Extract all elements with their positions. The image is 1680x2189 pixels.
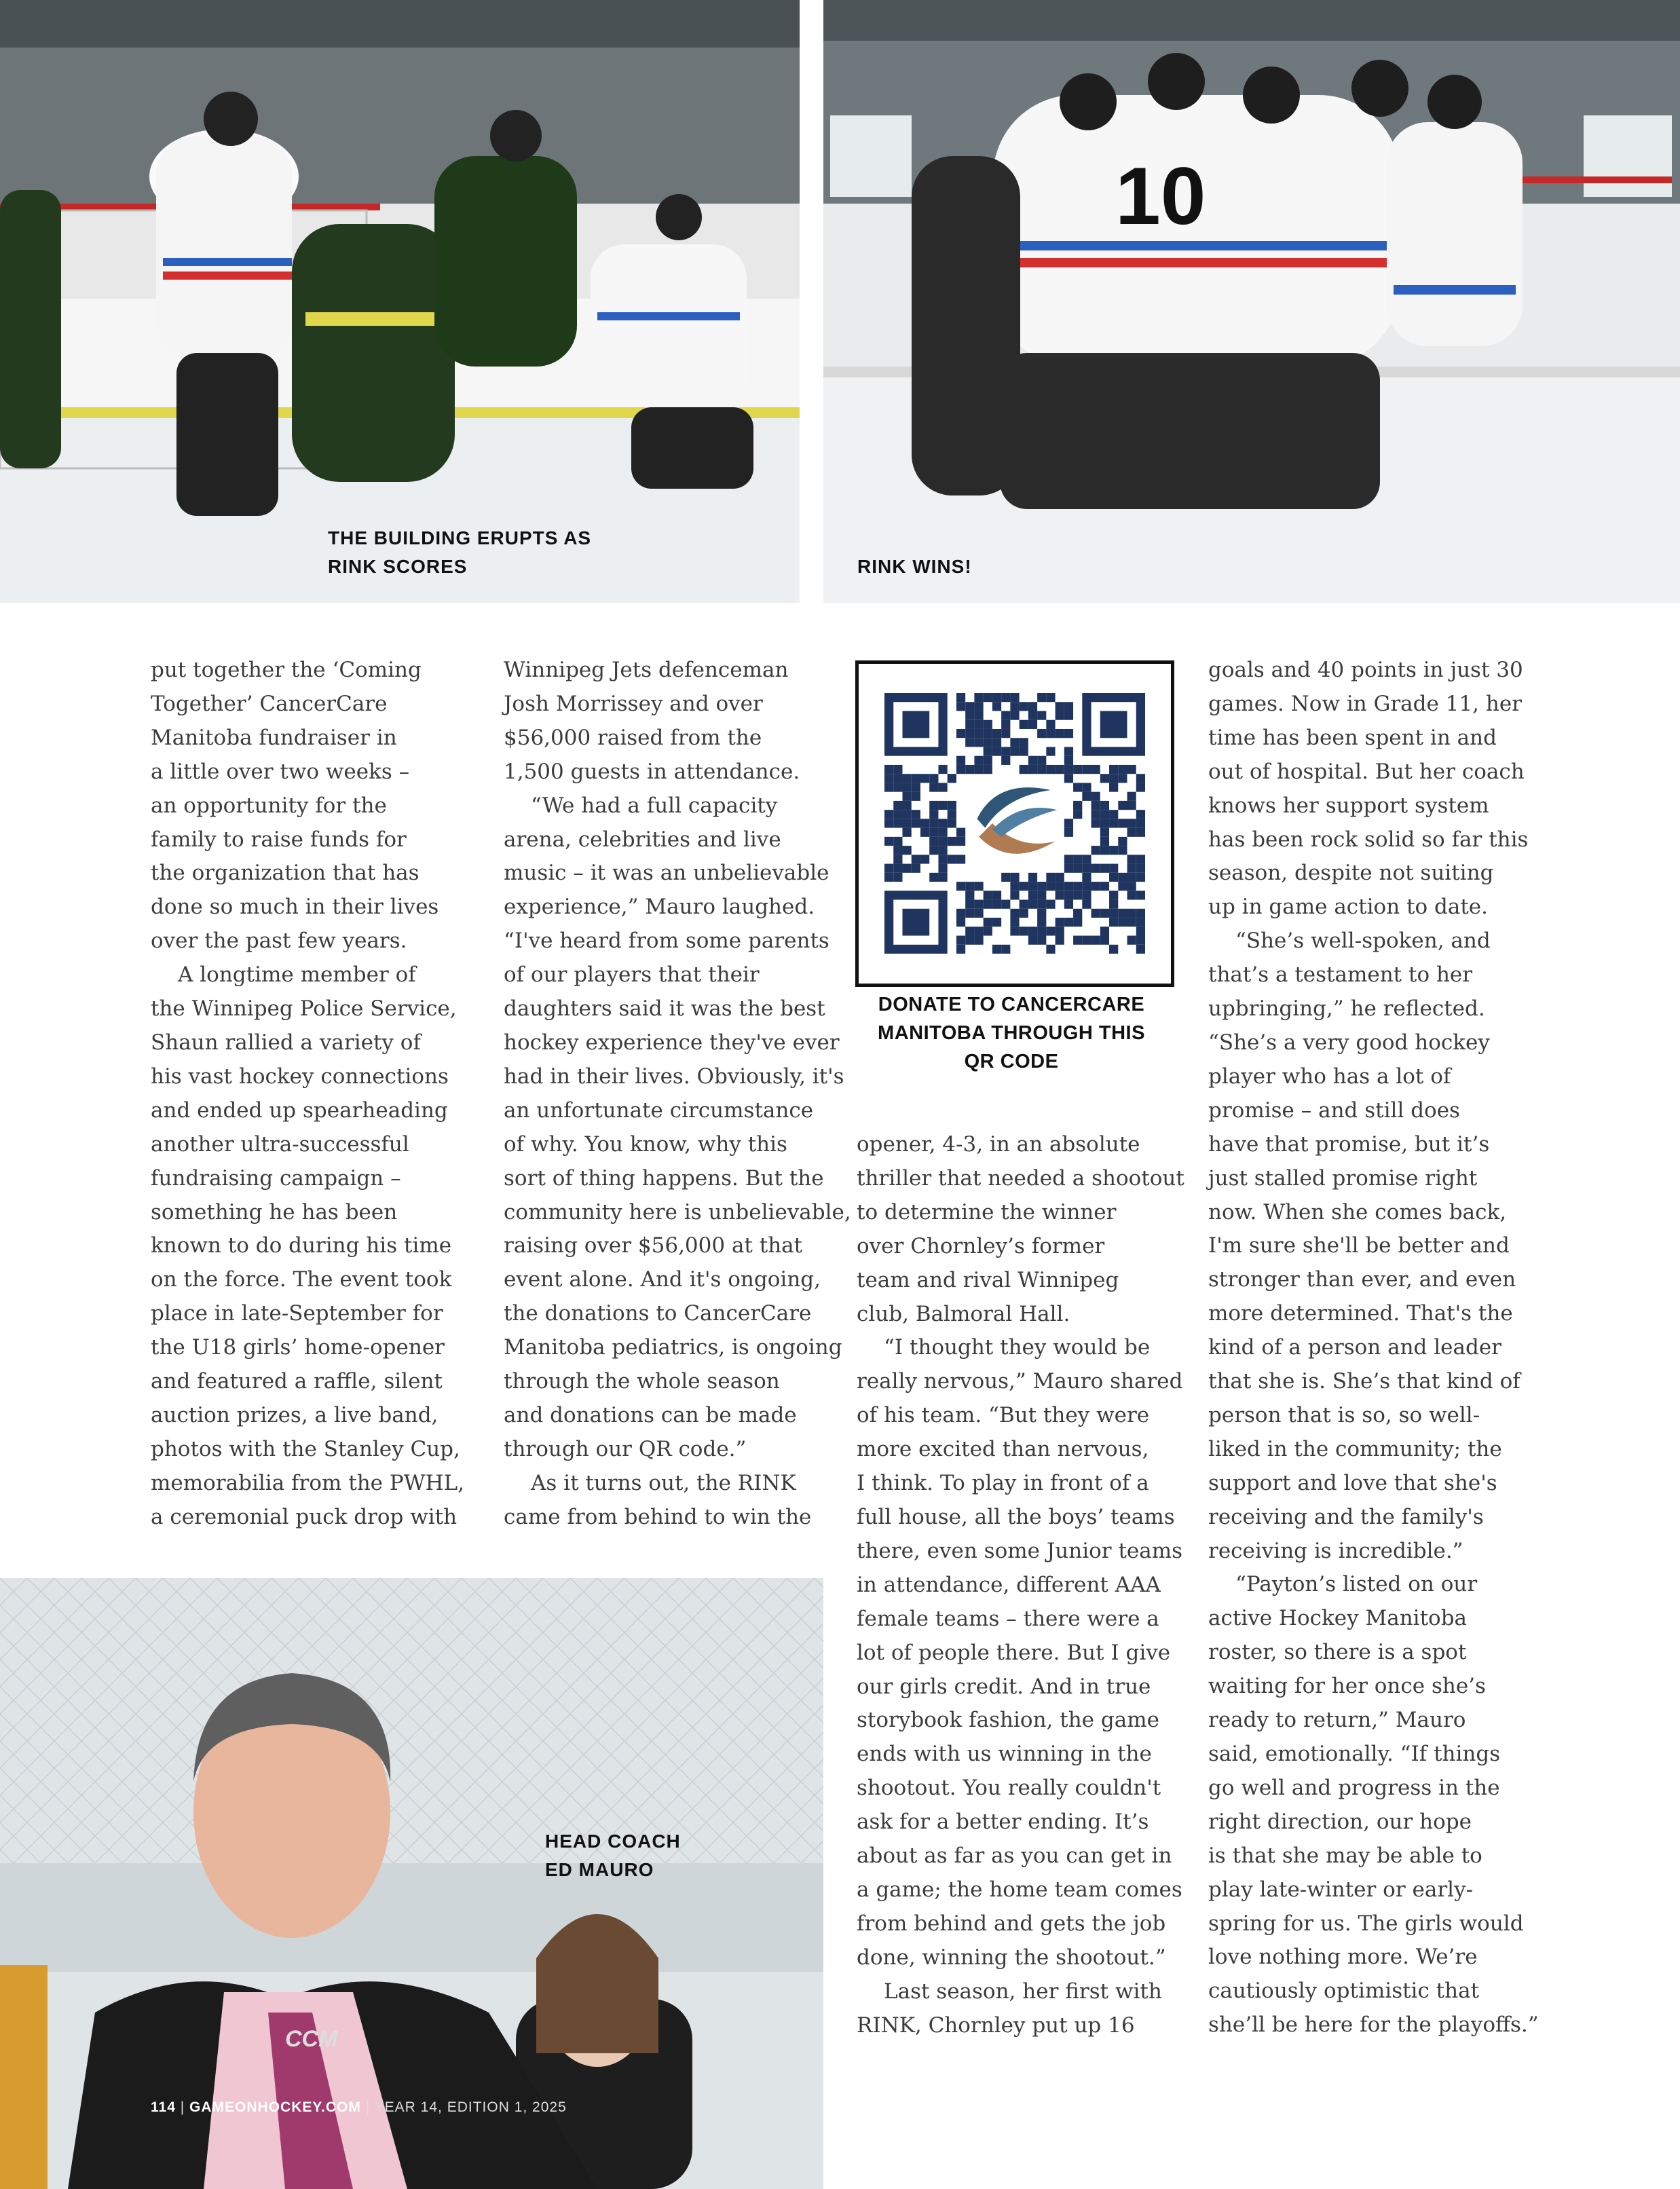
article-line: experience,” Mauro laughed. xyxy=(504,895,815,920)
caption-line: DONATE TO CANCERCARE xyxy=(878,994,1145,1015)
article-column-4 xyxy=(1208,654,1539,2042)
article-line: raising over $56,000 at that xyxy=(504,1233,803,1258)
article-line: about as far as you can get in xyxy=(857,1844,1172,1869)
article-line: I'm sure she'll be better and xyxy=(1208,1233,1510,1258)
article-line: done, winning the shootout.” xyxy=(857,1945,1166,1970)
article-column-2 xyxy=(504,654,851,1535)
article-line: Winnipeg Jets defenceman xyxy=(504,658,789,682)
article-line: done so much in their lives xyxy=(151,895,439,920)
qr-code-icon xyxy=(884,688,1145,958)
article-line: cautiously optimistic that xyxy=(1208,1979,1480,2004)
article-line: put together the ‘Coming xyxy=(151,658,422,682)
article-line: more excited than nervous, xyxy=(857,1437,1149,1462)
article-line: season, despite not suiting xyxy=(1208,861,1494,886)
caption-line: RINK WINS! xyxy=(857,556,972,577)
article-line: Manitoba fundraiser in xyxy=(151,725,397,750)
article-line: through the whole season xyxy=(504,1369,780,1394)
article-line: over Chornley’s former xyxy=(857,1233,1105,1258)
article-line: 1,500 guests in attendance. xyxy=(504,759,800,784)
article-line: in attendance, different AAA xyxy=(857,1572,1161,1597)
photo-caption-wins xyxy=(857,553,972,581)
article-line: from behind and gets the job xyxy=(857,1911,1166,1936)
article-line: ready to return,” Mauro xyxy=(1208,1708,1466,1733)
article-line: “We had a full capacity xyxy=(531,793,778,818)
article-line: waiting for her once she’s xyxy=(1208,1674,1486,1699)
article-line: something he has been xyxy=(151,1199,398,1224)
article-line: the Winnipeg Police Service, xyxy=(151,996,457,1022)
article-line: lot of people there. But I give xyxy=(857,1640,1171,1665)
article-column-3 xyxy=(857,1128,1184,2042)
article-line: up in game action to date. xyxy=(1208,895,1488,920)
article-line: a game; the home team comes xyxy=(857,1877,1182,1902)
article-line: more determined. That's the xyxy=(1208,1301,1513,1326)
article-line: and ended up spearheading xyxy=(151,1098,448,1123)
article-line: $56,000 raised from the xyxy=(504,725,762,750)
article-line: the organization that has xyxy=(151,861,419,886)
article-line: roster, so there is a spot xyxy=(1208,1640,1467,1665)
article-line: time has been spent in and xyxy=(1208,725,1497,750)
page-footer xyxy=(151,2099,567,2116)
caption-line: MANITOBA THROUGH THIS xyxy=(878,1022,1145,1044)
article-line: over the past few years. xyxy=(151,929,407,954)
photo-head-coach xyxy=(0,1578,823,2189)
article-line: auction prizes, a live band, xyxy=(151,1402,438,1427)
article-line: liked in the community; the xyxy=(1208,1436,1502,1461)
article-line: Last season, her first with xyxy=(884,1979,1162,2004)
article-line: now. When she comes back, xyxy=(1208,1199,1507,1224)
footer-separator: | xyxy=(180,2099,190,2115)
article-line: “I've heard from some parents xyxy=(504,929,829,954)
article-line: out of hospital. But her coach xyxy=(1208,759,1525,784)
article-line: a ceremonial puck drop with xyxy=(151,1504,458,1529)
article-line: that’s a testament to her xyxy=(1208,962,1473,988)
photo-team-celebration xyxy=(823,0,1680,603)
article-line: our girls credit. And in true xyxy=(857,1674,1151,1699)
article-line: known to do during his time xyxy=(151,1233,452,1258)
article-line: receiving is incredible.” xyxy=(1208,1538,1463,1563)
caption-line: ED MAURO xyxy=(545,1859,654,1880)
article-line: to determine the winner xyxy=(857,1199,1117,1224)
article-line: games. Now in Grade 11, her xyxy=(1208,691,1522,716)
article-line: said, emotionally. “If things xyxy=(1208,1742,1501,1766)
article-line: goals and 40 points in just 30 xyxy=(1208,658,1523,682)
footer-separator: | xyxy=(365,2099,375,2115)
article-line: daughters said it was the best xyxy=(504,996,825,1022)
article-column-1 xyxy=(151,654,464,1535)
article-line: that she is. She’s that kind of xyxy=(1208,1369,1520,1394)
footer-site[interactable]: GAMEONHOCKEY.COM xyxy=(189,2099,361,2115)
article-line: of why. You know, why this xyxy=(504,1131,787,1157)
article-line: the U18 girls’ home-opener xyxy=(151,1335,445,1360)
article-line: fundraising campaign – xyxy=(151,1165,401,1191)
article-line: female teams – there were a xyxy=(857,1606,1159,1631)
article-line: full house, all the boys’ teams xyxy=(857,1504,1175,1529)
article-line: receiving and the family's xyxy=(1208,1504,1484,1529)
article-line: an unfortunate circumstance xyxy=(504,1098,814,1123)
article-line: is that she may be able to xyxy=(1208,1843,1482,1868)
article-line: came from behind to win the xyxy=(504,1504,812,1529)
article-line: person that is so, so well- xyxy=(1208,1402,1480,1427)
article-line: really nervous,” Mauro shared xyxy=(857,1369,1183,1394)
article-line: just stalled promise right xyxy=(1208,1165,1478,1191)
article-line: right direction, our hope xyxy=(1208,1809,1472,1834)
article-line: an opportunity for the xyxy=(151,793,387,818)
article-line: love nothing more. We’re xyxy=(1208,1945,1478,1970)
article-line: A longtime member of xyxy=(178,962,416,988)
article-line: arena, celebrities and live xyxy=(504,827,781,852)
article-line: “She’s well-spoken, and xyxy=(1235,929,1491,954)
article-line: go well and progress in the xyxy=(1208,1775,1500,1800)
article-line: event alone. And it's ongoing, xyxy=(504,1267,821,1292)
article-line: and featured a raffle, silent xyxy=(151,1369,443,1394)
article-line: ask for a better ending. It’s xyxy=(857,1810,1149,1835)
article-line: “Payton’s listed on our xyxy=(1235,1572,1478,1597)
article-line: place in late-September for xyxy=(151,1301,443,1326)
article-line: As it turns out, the RINK xyxy=(531,1470,796,1495)
article-line: had in their lives. Obviously, it's xyxy=(504,1064,844,1089)
article-line: through our QR code.” xyxy=(504,1436,747,1461)
article-line: active Hockey Manitoba xyxy=(1208,1606,1468,1631)
article-line: play late-winter or early- xyxy=(1208,1877,1474,1902)
page-number: 114 xyxy=(151,2099,176,2115)
article-line: I think. To play in front of a xyxy=(857,1471,1149,1496)
article-line: a little over two weeks – xyxy=(151,759,410,784)
article-line: photos with the Stanley Cup, xyxy=(151,1436,460,1461)
article-line: has been rock solid so far this xyxy=(1208,827,1529,852)
article-line: community here is unbelievable, xyxy=(504,1199,851,1224)
article-line: have that promise, but it’s xyxy=(1208,1131,1490,1157)
article-line: RINK, Chornley put up 16 xyxy=(857,2013,1135,2038)
article-line: the donations to CancerCare xyxy=(504,1301,812,1326)
article-line: thriller that needed a shootout xyxy=(857,1165,1184,1191)
article-line: another ultra-successful xyxy=(151,1131,409,1157)
article-line: sort of thing happens. But the xyxy=(504,1165,824,1191)
caption-line: QR CODE xyxy=(964,1051,1059,1072)
article-line: team and rival Winnipeg xyxy=(857,1267,1119,1292)
article-line: Manitoba pediatrics, is ongoing xyxy=(504,1335,842,1360)
article-line: ends with us winning in the xyxy=(857,1742,1152,1767)
article-line: promise – and still does xyxy=(1208,1098,1460,1123)
caption-line: THE BUILDING ERUPTS AS xyxy=(328,527,592,548)
article-line: his vast hockey connections xyxy=(151,1064,449,1089)
article-line: player who has a lot of xyxy=(1208,1064,1451,1089)
article-line: of our players that their xyxy=(504,962,760,988)
photo-caption-goal xyxy=(328,524,591,581)
caption-line: HEAD COACH xyxy=(545,1831,681,1852)
footer-edition: YEAR 14, EDITION 1, 2025 xyxy=(374,2099,567,2115)
article-line: club, Balmoral Hall. xyxy=(857,1301,1070,1326)
article-line: there, even some Junior teams xyxy=(857,1538,1183,1563)
article-line: stronger than ever, and even xyxy=(1208,1267,1516,1292)
article-line: Shaun rallied a variety of xyxy=(151,1030,421,1055)
article-line: Together’ CancerCare xyxy=(151,691,388,716)
article-line: of his team. “But they were xyxy=(857,1403,1150,1428)
article-line: and donations can be made xyxy=(504,1402,797,1427)
photo-caption-coach xyxy=(545,1827,681,1884)
qr-caption xyxy=(842,990,1181,1076)
caption-line: RINK SCORES xyxy=(328,556,468,577)
article-line: opener, 4-3, in an absolute xyxy=(857,1132,1140,1157)
svg-text:CCM: CCM xyxy=(285,2026,338,2052)
article-line: storybook fashion, the game xyxy=(857,1708,1159,1733)
article-line: knows her support system xyxy=(1208,793,1489,818)
article-line: hockey experience they've ever xyxy=(504,1030,840,1055)
article-line: music – it was an unbelievable xyxy=(504,861,829,886)
article-line: on the force. The event took xyxy=(151,1267,452,1292)
article-line: she’ll be here for the playoffs.” xyxy=(1208,2013,1539,2038)
article-line: support and love that she's xyxy=(1208,1470,1497,1495)
article-line: Josh Morrissey and over xyxy=(504,691,763,716)
article-line: memorabilia from the PWHL, xyxy=(151,1470,465,1495)
photo-goal-celebration xyxy=(0,0,800,603)
article-line: shootout. You really couldn't xyxy=(857,1776,1161,1801)
article-line: “She’s a very good hockey xyxy=(1208,1030,1490,1055)
donation-qr-code[interactable] xyxy=(855,660,1174,987)
article-line: upbringing,” he reflected. xyxy=(1208,996,1485,1022)
svg-text:10: 10 xyxy=(1115,151,1206,242)
article-line: kind of a person and leader xyxy=(1208,1335,1501,1360)
article-line: spring for us. The girls would xyxy=(1208,1911,1524,1936)
article-line: family to raise funds for xyxy=(151,827,407,852)
article-line: “I thought they would be xyxy=(884,1335,1151,1360)
